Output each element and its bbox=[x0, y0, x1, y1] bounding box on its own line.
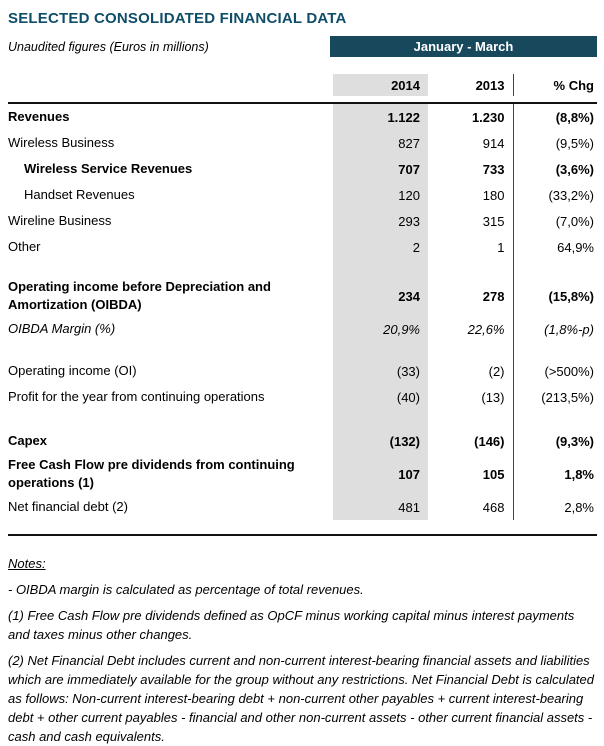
column-header-2014: 2014 bbox=[333, 74, 428, 96]
table-row bbox=[8, 276, 597, 316]
value-chg: 2,8% bbox=[513, 494, 597, 520]
table-row bbox=[8, 316, 597, 342]
financial-table bbox=[8, 74, 597, 536]
notes-section bbox=[8, 556, 597, 746]
column-header-2013: 2013 bbox=[475, 77, 505, 93]
row-label: OIBDA Margin (%) bbox=[8, 321, 116, 336]
table-row bbox=[8, 104, 597, 130]
spacer-row bbox=[8, 260, 597, 276]
value-2013: 105 bbox=[482, 466, 505, 482]
value-2013: 468 bbox=[482, 499, 505, 515]
value-chg: (7,0%) bbox=[513, 208, 597, 234]
period-banner: January - March bbox=[330, 36, 597, 57]
value-chg: (213,5%) bbox=[513, 384, 597, 410]
value-chg: (1,8%-p) bbox=[513, 316, 597, 342]
row-label: Capex bbox=[8, 433, 48, 448]
column-header-row bbox=[8, 74, 597, 96]
value-chg: (8,8%) bbox=[513, 104, 597, 130]
row-label: Wireless Business bbox=[8, 135, 115, 150]
footer-rule bbox=[8, 534, 597, 536]
value-2014: (40) bbox=[333, 384, 428, 410]
spacer-row bbox=[8, 410, 597, 428]
label-column-header bbox=[8, 74, 333, 96]
note-item: - OIBDA margin is calculated as percentage of total revenues. bbox=[8, 582, 364, 597]
value-2013: 1 bbox=[497, 239, 505, 255]
value-chg: (33,2%) bbox=[513, 182, 597, 208]
value-chg: (9,3%) bbox=[513, 428, 597, 454]
value-2014: 120 bbox=[333, 182, 428, 208]
value-2013: 180 bbox=[482, 187, 505, 203]
unaudited-note: Unaudited figures (Euros in millions) bbox=[8, 39, 209, 54]
row-label: Net financial debt (2) bbox=[8, 499, 128, 514]
table-row bbox=[8, 358, 597, 384]
table-row bbox=[8, 156, 597, 182]
value-2013: (13) bbox=[481, 389, 505, 405]
row-label: Revenues bbox=[8, 109, 70, 124]
value-2013: (146) bbox=[474, 433, 505, 449]
value-2014: (132) bbox=[333, 428, 428, 454]
value-2014: 1.122 bbox=[333, 104, 428, 130]
table-row bbox=[8, 130, 597, 156]
value-2014: 293 bbox=[333, 208, 428, 234]
table-row bbox=[8, 454, 597, 494]
value-2014: 827 bbox=[333, 130, 428, 156]
table-row bbox=[8, 384, 597, 410]
table-row bbox=[8, 234, 597, 260]
row-label: Operating income (OI) bbox=[8, 363, 137, 378]
page-title: SELECTED CONSOLIDATED FINANCIAL DATA bbox=[8, 10, 347, 27]
value-2013: (2) bbox=[488, 363, 505, 379]
spacer-row bbox=[8, 520, 597, 534]
value-2014: 707 bbox=[333, 156, 428, 182]
value-2013: 22,6% bbox=[467, 321, 505, 337]
row-label: Handset Revenues bbox=[24, 187, 135, 202]
value-chg: (>500%) bbox=[513, 358, 597, 384]
value-2014: 234 bbox=[333, 276, 428, 316]
value-2014: (33) bbox=[333, 358, 428, 384]
row-label: Other bbox=[8, 239, 41, 254]
row-label: Wireline Business bbox=[8, 213, 112, 228]
value-2014: 481 bbox=[333, 494, 428, 520]
row-label: Profit for the year from continuing operations bbox=[8, 389, 265, 404]
value-chg: 1,8% bbox=[513, 454, 597, 494]
spacer-row bbox=[8, 342, 597, 358]
notes-heading: Notes: bbox=[8, 556, 46, 571]
value-2013: 914 bbox=[482, 135, 505, 151]
table-row bbox=[8, 428, 597, 454]
note-item: (1) Free Cash Flow pre dividends defined as OpCF minus working capital minus interest payments and taxes minus other changes. bbox=[8, 608, 575, 642]
value-chg: 64,9% bbox=[513, 234, 597, 260]
value-2013: 278 bbox=[482, 288, 505, 304]
table-row bbox=[8, 208, 597, 234]
table-row bbox=[8, 494, 597, 520]
table-row bbox=[8, 182, 597, 208]
value-2013: 1.230 bbox=[471, 109, 505, 125]
value-2014: 107 bbox=[333, 454, 428, 494]
row-label: Operating income before Depreciation and Amortization (OIBDA) bbox=[8, 279, 271, 312]
note-item: (2) Net Financial Debt includes current and non-current interest-bearing financial assets and liabilities which are immediately available for the group without any restrictions. Net Financial Debt is calculated as follows: Non-current interest-bearing debt + non-current other payables + current interest-bearing debt + other current payables - financial and other non-current assets - other current financial assets - cash and cash equivalents. bbox=[8, 653, 595, 744]
value-2013: 733 bbox=[482, 161, 505, 177]
value-2014: 2 bbox=[333, 234, 428, 260]
value-2013: 315 bbox=[482, 213, 505, 229]
value-2014: 20,9% bbox=[333, 316, 428, 342]
column-header-chg: % Chg bbox=[513, 74, 597, 96]
value-chg: (9,5%) bbox=[513, 130, 597, 156]
subhead-row bbox=[8, 36, 597, 57]
row-label: Free Cash Flow pre dividends from continuing operations (1) bbox=[8, 457, 295, 490]
header-rule bbox=[8, 96, 597, 104]
horizontal-rule bbox=[8, 534, 597, 536]
value-chg: (3,6%) bbox=[513, 156, 597, 182]
value-chg: (15,8%) bbox=[513, 276, 597, 316]
row-label: Wireless Service Revenues bbox=[24, 161, 193, 176]
